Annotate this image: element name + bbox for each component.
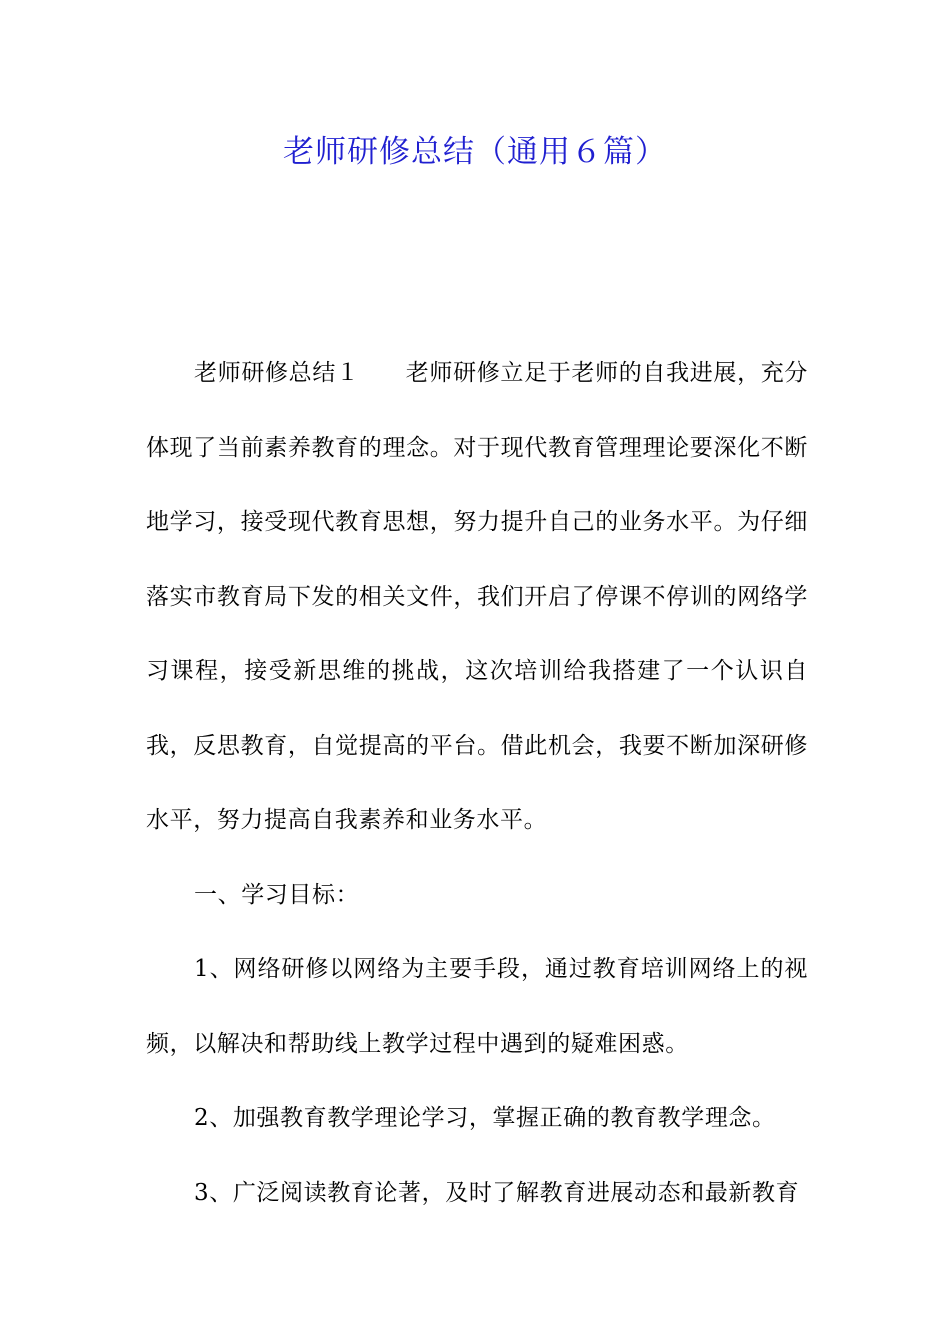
goal-item-1: 1、网络研修以网络为主要手段，通过教育培训网络上的视频，以解决和帮助线上教学过程中遇到的疑难困惑。: [146, 956, 808, 1057]
section-heading: 老师研修总结１: [194, 360, 360, 386]
intro-paragraph: [146, 336, 808, 858]
document-body: [146, 336, 808, 1230]
intro-text: 老师研修立足于老师的自我进展，充分体现了当前素养教育的理念。对于现代教育管理理论要深化不断地学习，接受现代教育思想，努力提升自己的业务水平。为仔细落实市教育局下发的相关文件，我们开启了停课不停训的网络学习课程，接受新思维的挑战，这次培训给我搭建了一个认识自我，反思教育，自觉提高的平台。借此机会，我要不断加深研修水平，努力提高自我素养和业务水平。: [146, 360, 809, 833]
goals-heading: 一、学习目标：: [194, 881, 360, 908]
goal-item-3: 3、广泛阅读教育论著，及时了解教育进展动态和最新教育: [194, 1179, 800, 1206]
goal-item-2: 2、加强教育教学理论学习，掌握正确的教育教学理念。: [194, 1105, 776, 1131]
document-title: 老师研修总结（通用６篇）: [283, 134, 667, 170]
